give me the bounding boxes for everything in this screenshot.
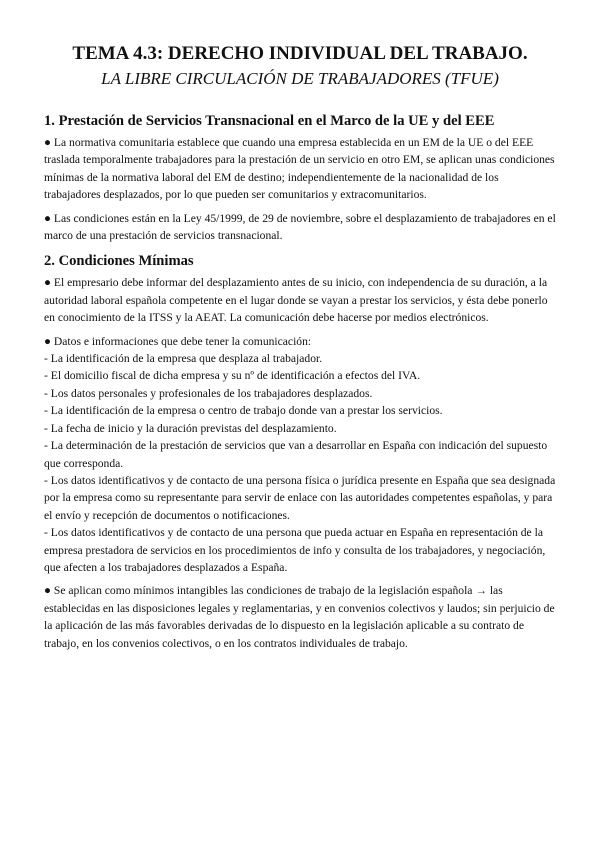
section-1-paragraph-1: ● La normativa comunitaria establece que cuando una empresa establecida en un EM de la UE o del EEE traslada temporalmente trabajadores para la prestación de un servicio en otro EM, se aplican unas condiciones mínimas de la normativa laboral del EM de destino; independientemente de la nacionalidad de los trabajadores desplazados, por lo que pueden ser comunitarios y extracomunitarios. — [44, 136, 555, 202]
list-item: - La fecha de inicio y la duración previstas del desplazamiento. — [44, 421, 337, 435]
section-2-paragraph-1: ● El empresario debe informar del desplazamiento antes de su inicio, con independencia de su duración, a la autoridad laboral española competente en el lugar donde se vayan a prestar los servicios, y ésta debe ponerlo en conocimiento de la ITSS y la AEAT. La comunicación debe hacerse por medios electrónicos. — [44, 276, 548, 325]
list-item: - Los datos personales y profesionales de los trabajadores desplazados. — [44, 386, 373, 400]
section-1 — [44, 112, 556, 244]
list-item: - Los datos identificativos y de contacto de una persona física o jurídica presente en España que sea designada por la empresa como su representante para servir de enlace con las autoridades competentes españolas, y para el envío y recepción de documentos o notificaciones. — [44, 473, 556, 522]
list-intro: ● Datos e informaciones que debe tener la comunicación: — [44, 334, 312, 348]
section-1-paragraph-2: ● Las condiciones están en la Ley 45/1999, de 29 de noviembre, sobre el desplazamiento de trabajadores en el marco de una prestación de servicios transnacional. — [44, 211, 556, 243]
communication-data-list — [44, 333, 556, 577]
page-title: TEMA 4.3: DERECHO INDIVIDUAL DEL TRABAJO. — [72, 43, 528, 64]
list-item: - Los datos identificativos y de contacto de una persona que pueda actuar en España en representación de la empresa prestadora de servicios en los procedimientos de info y consulta de los trabajadores, y negociación, que afecten a los trabajadores desplazados a España. — [44, 526, 546, 574]
page-subtitle: LA LIBRE CIRCULACIÓN DE TRABAJADORES (TFUE) — [101, 69, 499, 88]
list-item: - El domicilio fiscal de dicha empresa y su nº de identificación a efectos del IVA. — [44, 369, 421, 383]
list-item: - La identificación de la empresa o centro de trabajo donde van a prestar los servicios. — [44, 404, 443, 418]
section-2 — [44, 252, 556, 652]
section-2-paragraph-last: ● Se aplican como mínimos intangibles las condiciones de trabajo de la legislación española → las establecidas en las disposiciones legales y reglamentarias, y en convenios colectivos y laudos; sin perjuicio de la aplicación de las más favorables derivadas de lo dispuesto en la legislación aplicable a su contrato de trabajo, en los convenios colectivos, o en los contratos individuales de trabajo. — [44, 584, 555, 650]
list-item: - La determinación de la prestación de servicios que van a desarrollar en España con indicación del supuesto que corresponda. — [44, 439, 548, 470]
list-item: - La identificación de la empresa que desplaza al trabajador. — [44, 352, 323, 366]
section-1-heading: 1. Prestación de Servicios Transnacional en el Marco de la UE y del EEE — [44, 113, 495, 129]
section-2-heading: 2. Condiciones Mínimas — [44, 253, 194, 270]
